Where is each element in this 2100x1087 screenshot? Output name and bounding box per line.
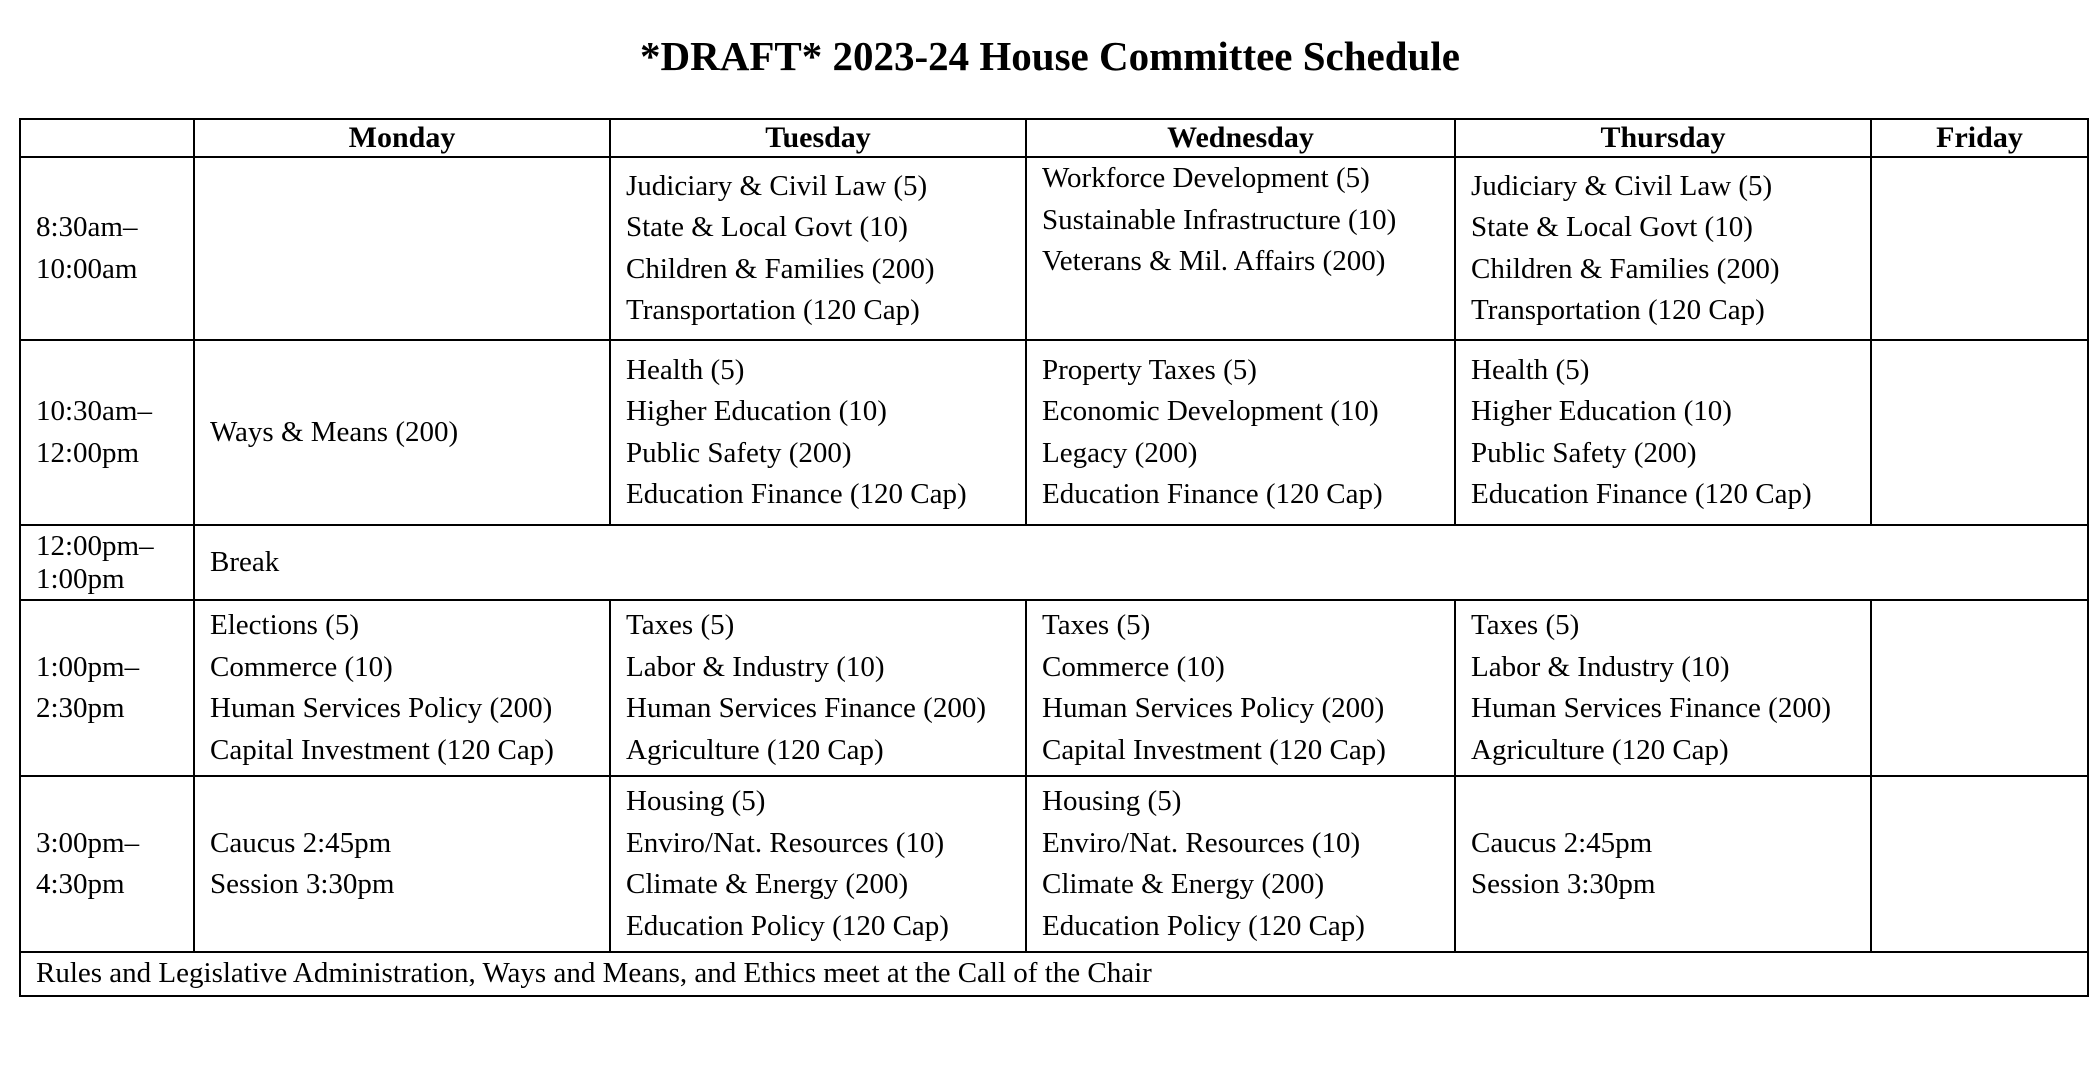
slot-thursday xyxy=(1455,776,1871,952)
slot-thursday xyxy=(1455,600,1871,776)
day-header-monday: Monday xyxy=(194,119,610,157)
session-line: Session 3:30pm xyxy=(1471,868,1656,900)
time-start: 1:00pm– xyxy=(36,650,140,683)
committee-entry: Public Safety (200) xyxy=(626,436,852,469)
slot-monday xyxy=(194,157,610,340)
committee-entry: Health (5) xyxy=(1471,353,1590,386)
time-start: 10:30am– xyxy=(36,395,152,427)
committee-entry: Veterans & Mil. Affairs (200) xyxy=(1042,245,1386,277)
slot-wednesday xyxy=(1026,157,1455,340)
slot-wednesday xyxy=(1026,776,1455,952)
caucus-line: Caucus 2:45pm xyxy=(210,826,392,859)
corner-cell xyxy=(20,119,194,157)
committee-entry: Property Taxes (5) xyxy=(1042,353,1257,386)
day-header-wednesday: Wednesday xyxy=(1026,119,1455,157)
committee-entry: Judiciary & Civil Law (5) xyxy=(626,169,928,202)
committee-entry: Workforce Development (5) xyxy=(1042,162,1370,194)
committee-entry: Sustainable Infrastructure (10) xyxy=(1042,203,1397,236)
time-end: 10:00am xyxy=(36,252,138,285)
session-line: Session 3:30pm xyxy=(210,868,395,900)
time-start: 12:00pm– xyxy=(36,529,154,562)
committee-entry: Ways & Means (200) xyxy=(210,415,459,448)
committee-entry: Children & Families (200) xyxy=(626,252,935,285)
slot-wednesday xyxy=(1026,600,1455,776)
time-cell xyxy=(20,776,194,952)
time-end: 4:30pm xyxy=(36,868,125,900)
committee-entry: Economic Development (10) xyxy=(1042,395,1379,427)
committee-entry: Taxes (5) xyxy=(626,609,735,641)
time-row-830 xyxy=(20,157,2088,340)
footer-row xyxy=(20,952,2088,996)
time-row-break xyxy=(20,525,2088,600)
committee-entry: Agriculture (120 Cap) xyxy=(626,733,884,766)
committee-entry: Transportation (120 Cap) xyxy=(626,294,920,326)
day-header-thursday: Thursday xyxy=(1455,119,1871,157)
time-end: 2:30pm xyxy=(36,692,125,724)
slot-thursday xyxy=(1455,340,1871,525)
committee-entry: Human Services Finance (200) xyxy=(1471,692,1831,724)
committee-entry: Human Services Policy (200) xyxy=(1042,692,1385,724)
time-row-300 xyxy=(20,776,2088,952)
committee-entry: Legacy (200) xyxy=(1042,436,1198,469)
committee-entry: Transportation (120 Cap) xyxy=(1471,294,1765,326)
slot-friday xyxy=(1871,340,2088,525)
time-cell xyxy=(20,525,194,600)
slot-friday xyxy=(1871,600,2088,776)
page-title: *DRAFT* 2023-24 House Committee Schedule xyxy=(640,33,1460,79)
committee-entry: Higher Education (10) xyxy=(626,395,887,427)
committee-entry: Public Safety (200) xyxy=(1471,436,1697,469)
day-header-friday: Friday xyxy=(1871,119,2088,157)
time-start: 8:30am– xyxy=(36,211,138,243)
committee-entry: Enviro/Nat. Resources (10) xyxy=(626,826,945,859)
committee-entry: Commerce (10) xyxy=(1042,650,1225,683)
slot-tuesday xyxy=(610,776,1026,952)
committee-entry: State & Local Govt (10) xyxy=(626,211,908,243)
committee-entry: Human Services Policy (200) xyxy=(210,692,553,724)
committee-entry: Climate & Energy (200) xyxy=(1042,868,1325,900)
slot-thursday xyxy=(1455,157,1871,340)
committee-entry: Elections (5) xyxy=(210,609,359,641)
committee-entry: Capital Investment (120 Cap) xyxy=(210,733,554,766)
committee-entry: Education Finance (120 Cap) xyxy=(1042,478,1383,510)
schedule-table xyxy=(19,118,2089,997)
committee-entry: Higher Education (10) xyxy=(1471,395,1732,427)
slot-monday xyxy=(194,340,610,525)
committee-entry: Children & Families (200) xyxy=(1471,252,1780,285)
break-cell: Break xyxy=(194,525,2088,600)
committee-entry: Education Finance (120 Cap) xyxy=(626,478,967,510)
committee-entry: Education Policy (120 Cap) xyxy=(626,909,949,942)
time-end: 1:00pm xyxy=(36,562,125,595)
footer-note: Rules and Legislative Administration, Ways and Means, and Ethics meet at the Call of the Chair xyxy=(20,952,2088,996)
committee-entry: Taxes (5) xyxy=(1471,609,1580,641)
slot-tuesday xyxy=(610,157,1026,340)
slot-friday xyxy=(1871,776,2088,952)
committee-entry: State & Local Govt (10) xyxy=(1471,211,1753,243)
committee-entry: Enviro/Nat. Resources (10) xyxy=(1042,826,1361,859)
committee-entry: Human Services Finance (200) xyxy=(626,692,986,724)
committee-entry: Housing (5) xyxy=(1042,785,1182,817)
time-cell xyxy=(20,157,194,340)
committee-entry: Agriculture (120 Cap) xyxy=(1471,733,1729,766)
committee-entry: Education Policy (120 Cap) xyxy=(1042,909,1365,942)
slot-monday xyxy=(194,600,610,776)
slot-monday xyxy=(194,776,610,952)
day-header-tuesday: Tuesday xyxy=(610,119,1026,157)
committee-entry: Climate & Energy (200) xyxy=(626,868,909,900)
committee-entry: Housing (5) xyxy=(626,785,766,817)
time-end: 12:00pm xyxy=(36,436,140,469)
slot-wednesday xyxy=(1026,340,1455,525)
committee-entry: Labor & Industry (10) xyxy=(1471,650,1730,683)
committee-entry: Capital Investment (120 Cap) xyxy=(1042,733,1386,766)
caucus-line: Caucus 2:45pm xyxy=(1471,826,1653,859)
committee-entry: Education Finance (120 Cap) xyxy=(1471,478,1812,510)
time-row-1030 xyxy=(20,340,2088,525)
committee-entry: Commerce (10) xyxy=(210,650,393,683)
slot-tuesday xyxy=(610,600,1026,776)
committee-entry: Health (5) xyxy=(626,353,745,386)
header-row xyxy=(20,119,2088,157)
committee-entry: Judiciary & Civil Law (5) xyxy=(1471,169,1773,202)
time-cell xyxy=(20,600,194,776)
time-cell xyxy=(20,340,194,525)
slot-tuesday xyxy=(610,340,1026,525)
time-start: 3:00pm– xyxy=(36,826,140,859)
committee-entry: Taxes (5) xyxy=(1042,609,1151,641)
slot-friday xyxy=(1871,157,2088,340)
committee-entry: Labor & Industry (10) xyxy=(626,650,885,683)
time-row-100 xyxy=(20,600,2088,776)
